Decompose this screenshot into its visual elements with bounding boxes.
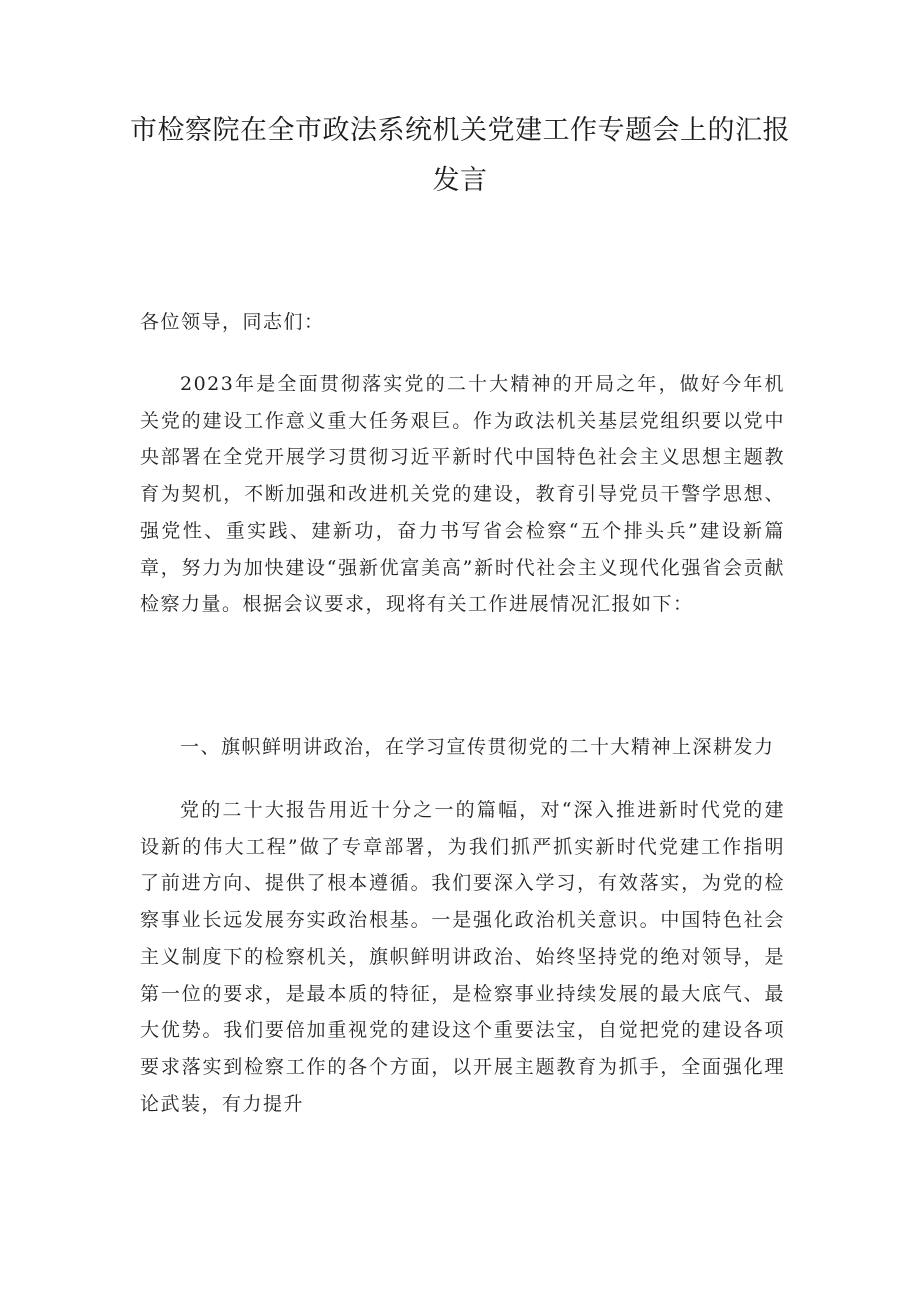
paragraph-section-1: 党的二十大报告用近十分之一的篇幅，对“深入推进新时代党的建设新的伟大工程”做了专章部署，为我们抓严抓实新时代党建工作指明了前进方向、提供了根本遵循。我们要深入学习，有效落实，为党的检察事业长远发展夯实政治根基。一是强化政治机关意识。中国特色社会主义制度下的检察机关，旗帜鲜明讲政治、始终坚持党的绝对领导，是第一位的要求，是最本质的特征，是检察事业持续发展的最大底气、最大优势。我们要倍加重视党的建设这个重要法宝，自觉把党的建设各项要求落实到检察工作的各个方面，以开展主题教育为抓手，全面强化理论武装，有力提升: [140, 799, 785, 1115]
paragraph-intro: 2023年是全面贯彻落实党的二十大精神的开局之年，做好今年机关党的建设工作意义重大任务艰巨。作为政法机关基层党组织要以党中央部署在全党开展学习贯彻习近平新时代中国特色社会主义思想主题教育为契机，不断加强和改进机关党的建设，教育引导党员干警学思想、强党性、重实践、建新功，奋力书写省会检察“五个排头兵”建设新篇章，努力为加快建设“强新优富美高”新时代社会主义现代化强省会贡献检察力量。根据会议要求，现将有关工作进展情况汇报如下：: [140, 373, 785, 616]
greeting: 各位领导，同志们：: [140, 311, 325, 333]
section-heading-1: 一、旗帜鲜明讲政治，在学习宣传贯彻党的二十大精神上深耕发力: [180, 736, 775, 758]
document-title: 市检察院在全市政法系统机关党建工作专题会上的汇报发言: [130, 115, 790, 196]
